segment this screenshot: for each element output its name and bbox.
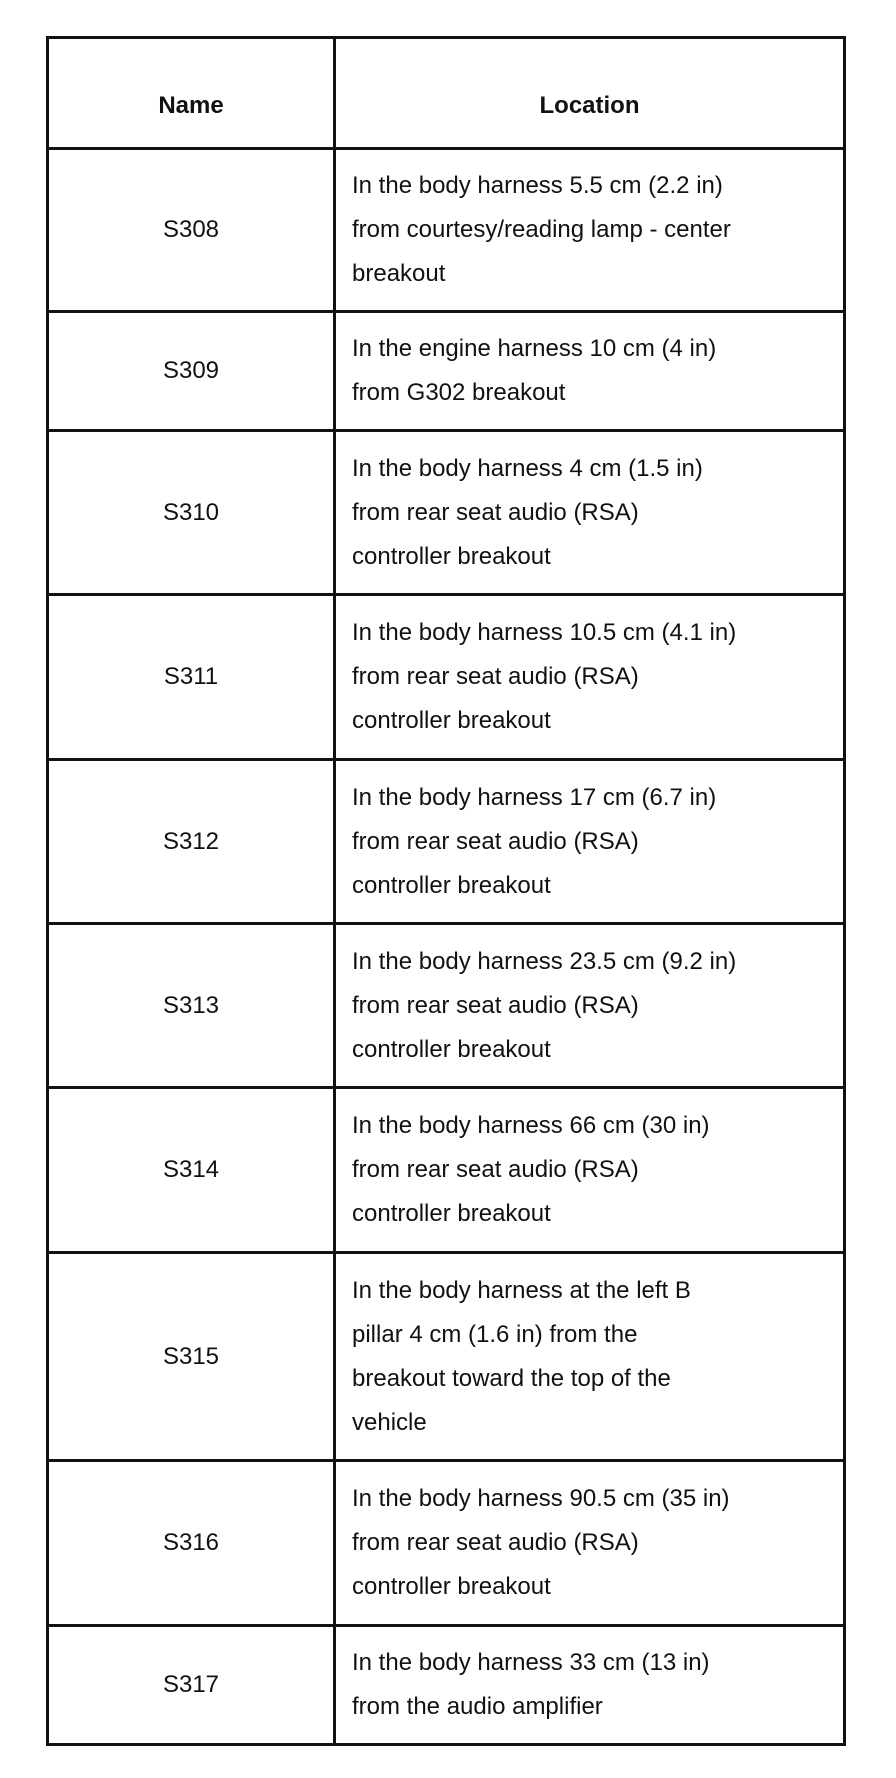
splice-name: S316 [49, 1462, 336, 1624]
splice-location: In the body harness 10.5 cm (4.1 in) from rear seat audio (RSA) controller breakout [352, 619, 737, 734]
table-row [49, 150, 843, 313]
header-location: Location [539, 92, 640, 119]
splice-location: In the engine harness 10 cm (4 in) from G302 breakout [352, 335, 717, 406]
table-row [49, 761, 843, 925]
table-row [49, 313, 843, 432]
splice-location: In the body harness 90.5 cm (35 in) from rear seat audio (RSA) controller breakout [352, 1485, 730, 1600]
splice-location: In the body harness 17 cm (6.7 in) from rear seat audio (RSA) controller breakout [352, 783, 717, 899]
splice-location: In the body harness 33 cm (13 in) from the audio amplifier [352, 1649, 710, 1720]
splice-location: In the body harness at the left B pillar 4 cm (1.6 in) from the breakout toward the top of the vehicle [352, 1276, 691, 1436]
splice-location: In the body harness 4 cm (1.5 in) from rear seat audio (RSA) controller breakout [352, 454, 703, 570]
table-row [49, 1462, 843, 1627]
splice-name: S313 [49, 925, 336, 1086]
splice-name: S310 [49, 432, 336, 593]
splice-name: S317 [49, 1627, 336, 1743]
splice-name: S312 [49, 761, 336, 922]
splice-location: In the body harness 5.5 cm (2.2 in) from courtesy/reading lamp - center breakout [352, 172, 731, 287]
table-row [49, 1089, 843, 1254]
splice-name: S308 [49, 150, 336, 310]
splice-location: In the body harness 23.5 cm (9.2 in) from rear seat audio (RSA) controller breakout [352, 947, 737, 1063]
table-row [49, 925, 843, 1089]
splice-location-table [46, 36, 846, 1746]
table-row [49, 1254, 843, 1462]
header-name: Name [49, 39, 336, 147]
table-row [49, 432, 843, 596]
splice-name: S314 [49, 1089, 336, 1251]
table-row [49, 596, 843, 761]
splice-name: S311 [49, 596, 336, 758]
table-header-row [49, 39, 843, 150]
splice-name: S309 [49, 313, 336, 429]
table-row [49, 1627, 843, 1746]
splice-location: In the body harness 66 cm (30 in) from rear seat audio (RSA) controller breakout [352, 1112, 710, 1227]
splice-name: S315 [49, 1254, 336, 1459]
